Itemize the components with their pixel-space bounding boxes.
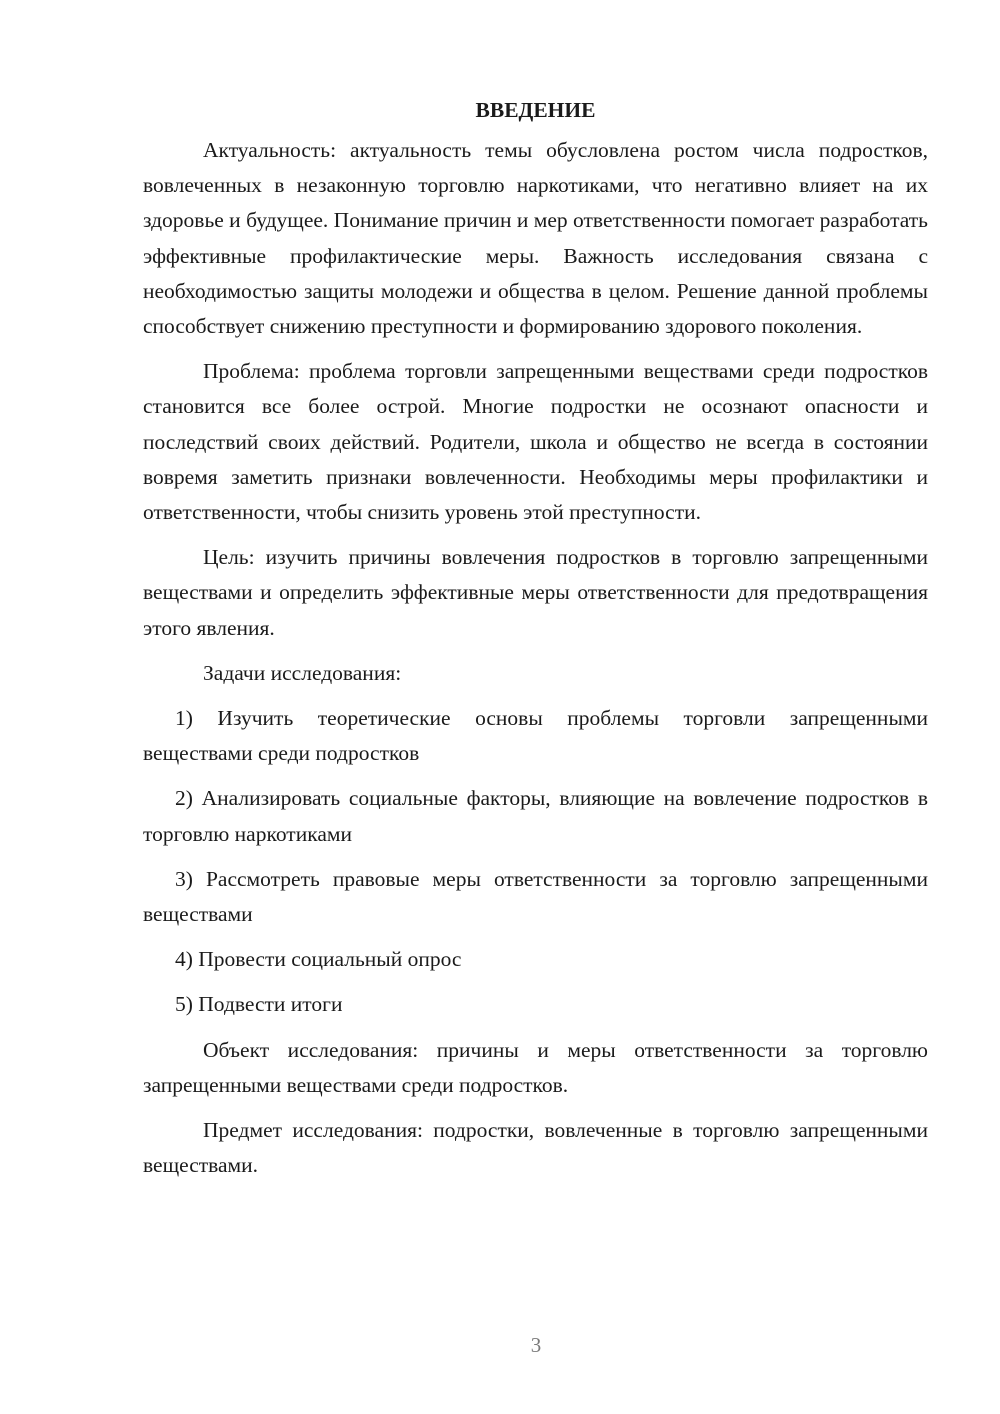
problem-paragraph: Проблема: проблема торговли запрещенными веществами среди подростков становится все более острой. Многие подростки не осознают опасности и последствий своих действий. Родители, школа и общество не всегда в состоянии вовремя заметить признаки вовлеченности. Необходимы меры профилактики и ответственности, чтобы снизить уровень этой преступности. — [143, 359, 928, 525]
subject-paragraph: Предмет исследования: подростки, вовлеченные в торговлю запрещенными веществами. — [143, 1118, 928, 1178]
task-item: 4) Провести социальный опрос — [175, 947, 462, 972]
page-number: 3 — [530, 1333, 542, 1357]
object-paragraph: Объект исследования: причины и меры ответственности за торговлю запрещенными веществами среди подростков. — [143, 1037, 928, 1097]
goal-paragraph: Цель: изучить причины вовлечения подростков в торговлю запрещенными веществами и определить эффективные меры ответственности для предотвращения этого явления. — [143, 545, 928, 640]
task-item: 5) Подвести итоги — [175, 992, 343, 1017]
relevance-paragraph: Актуальность: актуальность темы обусловлена ростом числа подростков, вовлеченных в незаконную торговлю наркотиками, что негативно влияет на их здоровье и будущее. Понимание причин и мер ответственности помогает разработать эффективные профилактические меры. Важность исследования связана с необходимостью защиты молодежи и общества в целом. Решение данной проблемы способствует снижению преступности и формированию здорового поколения. — [143, 138, 928, 339]
task-item: 3) Рассмотреть правовые меры ответственности за торговлю запрещенными веществами — [143, 866, 928, 927]
section-title: ВВЕДЕНИЕ — [475, 98, 596, 122]
page-content — [143, 95, 928, 1193]
task-item: 1) Изучить теоретические основы проблемы торговли запрещенными веществами среди подростков — [143, 706, 928, 766]
tasks-heading: Задачи исследования: — [203, 660, 402, 685]
task-item: 2) Анализировать социальные факторы, влияющие на вовлечение подростков в торговлю наркотиками — [143, 786, 928, 846]
